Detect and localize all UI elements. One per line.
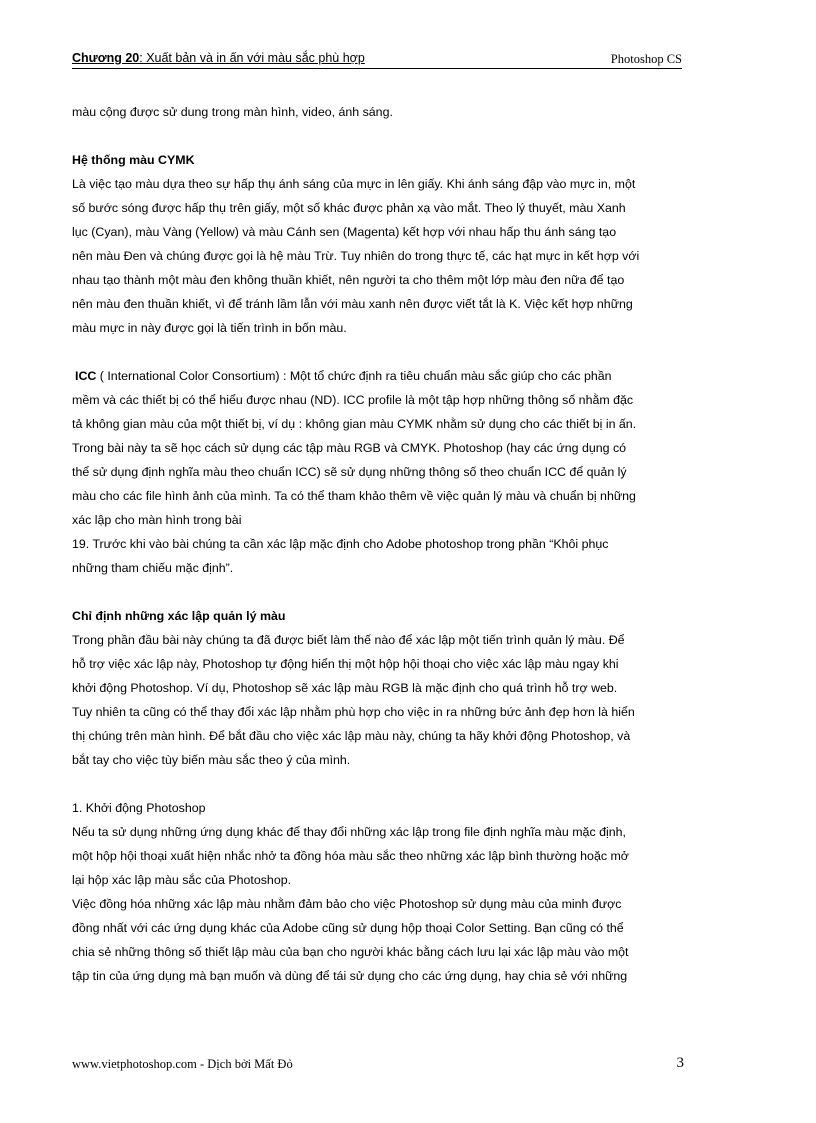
book-title: Photoshop CS bbox=[610, 52, 682, 66]
text-line: ( International Color Consortium) : Một tổ chức định ra tiêu chuẩn màu sắc giúp cho các phần bbox=[96, 369, 612, 383]
text-line: nên màu đen thuần khiết, vì để tránh lầm lẫn với màu xanh nên được viết tắt là K. Việc kết hợp những bbox=[72, 297, 633, 311]
text-line: thể sử dụng định nghĩa màu theo chuẩn ICC) sẽ sử dụng những thông số theo chuẩn ICC để quản lý bbox=[72, 465, 627, 479]
text-line: số bước sóng được hấp thụ trên giấy, một số khác được phản xạ vào mắt. Theo lý thuyết, màu Xanh bbox=[72, 201, 626, 215]
text-line: Tuy nhiên ta cũng có thể thay đổi xác lập nhằm phù hợp cho việc in ra những bức ảnh đẹp hơn là hiển bbox=[72, 705, 635, 719]
page-number: 3 bbox=[676, 1055, 684, 1071]
text-line: màu cho các file hình ảnh của mình. Ta có thể tham khảo thêm về việc quản lý màu và chuẩn bị những bbox=[72, 489, 636, 503]
text-line: mềm và các thiết bị có thể hiểu được nhau (ND). ICC profile là một tập hợp những thông số nhằm đặc bbox=[72, 393, 634, 407]
text-line: Trong phần đầu bài này chúng ta đã được biết làm thế nào để xác lập một tiến trình quản lý màu. Để bbox=[72, 633, 625, 647]
page-header bbox=[72, 51, 682, 69]
text-line: màu cộng được sử dung trong màn hình, video, ánh sáng. bbox=[72, 105, 393, 119]
text-line: Việc đồng hóa những xác lập màu nhằm đảm bảo cho việc Photoshop sử dụng màu của minh được bbox=[72, 897, 622, 911]
section-heading-cymk: Hệ thống màu CYMK bbox=[72, 153, 195, 167]
footer-credit: www.vietphotoshop.com - Dịch bởi Mất Đỏ bbox=[72, 1057, 293, 1071]
text-line: bắt tay cho việc tùy biến màu sắc theo ý của mình. bbox=[72, 753, 351, 767]
text-line: nên màu Đen và chúng được gọi là hệ màu Trừ. Tuy nhiên do trong thực tế, các hạt mực in kết hợp với bbox=[72, 249, 640, 263]
text-line: thị chúng trên màn hình. Để bắt đầu cho việc xác lập màu này, chúng ta hãy khởi động Photoshop, và bbox=[72, 729, 631, 743]
chapter-number: Chương 20 bbox=[72, 51, 140, 65]
text-line: tập tin của ứng dụng mà bạn muốn và dùng để tái sử dụng cho các ứng dụng, hay chia sẻ với những bbox=[72, 969, 628, 983]
icc-paragraph-start bbox=[72, 364, 692, 388]
text-line: Là việc tạo màu dựa theo sự hấp thụ ánh sáng của mực in lên giấy. Khi ánh sáng đập vào mực in, một bbox=[72, 177, 636, 191]
text-line: chia sẻ những thông số thiết lập màu của bạn cho người khác bằng cách lưu lại xác lập màu vào một bbox=[72, 945, 629, 959]
text-line: đồng nhất với các ứng dụng khác của Adobe cũng sử dụng hộp thoại Color Setting. Bạn cũng có thể bbox=[72, 921, 624, 935]
text-line: xác lập cho màn hình trong bài bbox=[72, 513, 242, 527]
text-line: khởi động Photoshop. Ví dụ, Photoshop sẽ xác lập màu RGB là mặc định cho quá trình hỗ trợ web. bbox=[72, 681, 618, 695]
text-line: một hộp hội thoại xuất hiện nhắc nhở ta đồng hóa màu sắc theo những xác lập bình thường hoặc mở bbox=[72, 849, 629, 863]
chapter-heading bbox=[72, 51, 365, 65]
chapter-title: : Xuất bản và in ấn với màu sắc phù hợp bbox=[139, 51, 365, 65]
section-heading-color-settings: Chỉ định những xác lập quản lý màu bbox=[72, 609, 286, 623]
text-line: nhau tạo thành một màu đen không thuần khiết, nên người ta cho thêm một lớp màu đen nữa để tạo bbox=[72, 273, 625, 287]
page-body bbox=[72, 100, 692, 988]
text-line: lục (Cyan), màu Vàng (Yellow) và màu Cánh sen (Magenta) kết hợp với nhau hấp thu ánh sáng tạo bbox=[72, 225, 617, 239]
text-line: 19. Trước khi vào bài chúng ta cần xác lập mặc định cho Adobe photoshop trong phần “Khôi phục bbox=[72, 537, 609, 551]
text-line: Nếu ta sử dụng những ứng dụng khác để thay đổi những xác lập trong file định nghĩa màu mặc định, bbox=[72, 825, 626, 839]
text-line: Trong bài này ta sẽ học cách sử dụng các tập màu RGB và CMYK. Photoshop (hay các ứng dụng có bbox=[72, 441, 627, 455]
text-line: tả không gian màu của một thiết bị, ví dụ : không gian màu CYMK nhằm sử dụng cho các thiết bị in ấn. bbox=[72, 417, 637, 431]
icc-term: ICC bbox=[75, 369, 97, 383]
step-heading: 1. Khởi động Photoshop bbox=[72, 801, 206, 815]
text-line: những tham chiếu mặc định”. bbox=[72, 561, 234, 575]
text-line: lại hộp xác lập màu sắc của Photoshop. bbox=[72, 873, 292, 887]
text-line: màu mực in này được gọi là tiến trình in bốn màu. bbox=[72, 321, 347, 335]
text-line: hỗ trợ việc xác lập này, Photoshop tự động hiển thị một hộp hội thoại cho việc xác lập màu ngay khi bbox=[72, 657, 619, 671]
